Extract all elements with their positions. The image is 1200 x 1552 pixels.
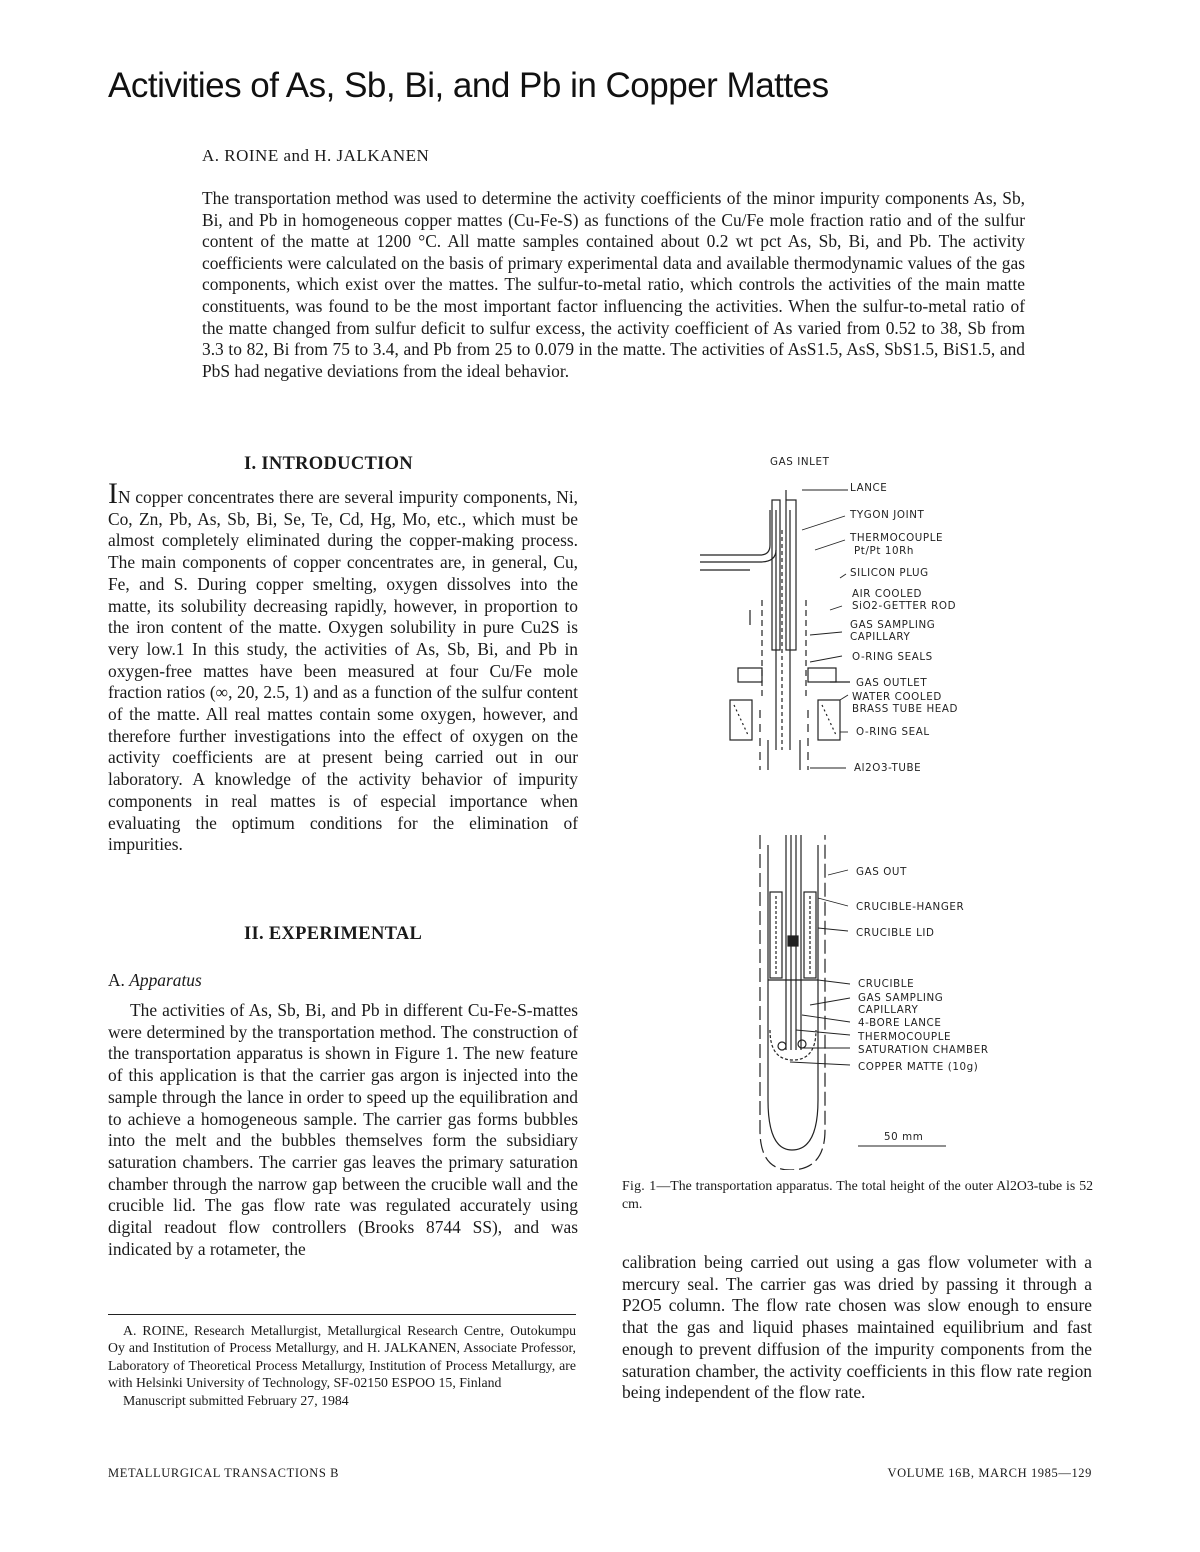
section-heading-experimental: II. EXPERIMENTAL [244, 924, 423, 944]
label-silicon-plug: SILICON PLUG [850, 567, 929, 579]
subsection-title: Apparatus [129, 970, 202, 990]
label-brass-tube-head: BRASS TUBE HEAD [852, 703, 959, 715]
lower-apparatus-drawing [760, 835, 825, 1170]
label-crucible-hanger: CRUCIBLE-HANGER [856, 901, 965, 913]
experimental-column-left [108, 1000, 578, 1260]
footnote-rule [108, 1314, 576, 1315]
label-getter-rod: SiO2-GETTER ROD [852, 600, 957, 612]
page-title: Activities of As, Sb, Bi, and Pb in Copper Mattes [108, 66, 829, 105]
experimental-continuation: calibration being carried out using a gas flow volumeter with a mercury seal. The carrier gas was dried by passing it through a P2O5 column. The flow rate chosen was slow enough to ensure that the gas and liquid phases maintained equilibrium and fast enough to prevent diffusion of the impurity components from the saturation chamber, the activity coefficients in this flow rate region being independent of the flow rate. [622, 1252, 1092, 1403]
label-gas-inlet: GAS INLET [770, 456, 830, 468]
label-saturation-chamber: SATURATION CHAMBER [858, 1044, 989, 1056]
label-crucible: CRUCIBLE [858, 978, 915, 990]
label-gas-sampling-lower: GAS SAMPLING [858, 992, 944, 1004]
abstract: The transportation method was used to determine the activity coefficients of the minor impurity components As, Sb, Bi, and Pb in homogeneous copper mattes (Cu-Fe-S) as functions of the Cu/Fe mole fraction ratio and of the sulfur content of the matte at 1200 °C. All matte samples contained about 0.2 wt pct As, Sb, Bi, and Pb. The activity coefficients were calculated on the basis of primary experimental data and available thermodynamic values of the gas components, which exist over the mattes. The sulfur-to-metal ratio, which controls the activities of the main matte constituents, was found to be the most important factor influencing the activities. When the sulfur-to-metal ratio of the matte changed from sulfur deficit to sulfur excess, the activity coefficient of As varied from 0.52 to 38, Sb from 3.3 to 82, Bi from 75 to 3.4, and Pb from 25 to 0.079 in the matte. The activities of AsS1.5, AsS, SbS1.5, BiS1.5, and PbS had negative deviations from the ideal behavior. [202, 188, 1025, 381]
authors: A. ROINE and H. JALKANEN [202, 146, 430, 165]
figure-caption-label: Fig. 1 [622, 1178, 657, 1193]
subsection-heading-apparatus [108, 970, 202, 991]
label-al2o3-tube: Al2O3-TUBE [854, 762, 922, 774]
experimental-column-right [622, 1252, 1092, 1404]
footnote [108, 1322, 576, 1409]
figure-1-apparatus [690, 450, 1020, 1170]
label-4-bore-lance: 4-BORE LANCE [858, 1017, 942, 1029]
footnote-affiliation: A. ROINE, Research Metallurgist, Metallurgical Research Centre, Outokumpu Oy and Institution of Process Metallurgy, and H. JALKANEN, Associate Professor, Laboratory of Theoretical Process Metallurgy, Institution of Process Metallurgy, are with Helsinki University of Technology, SF-02150 ESPOO 15, Finland [108, 1323, 576, 1391]
section-heading-introduction: I. INTRODUCTION [244, 454, 413, 474]
scale-bar-label: 50 mm [884, 1131, 924, 1143]
label-capillary-lower: CAPILLARY [858, 1004, 919, 1016]
label-capillary: CAPILLARY [850, 631, 911, 643]
label-gas-out: GAS OUT [856, 866, 907, 878]
label-lance: LANCE [850, 482, 888, 494]
label-thermocouple-type: Pt/Pt 10Rh [854, 545, 915, 557]
label-thermocouple: THERMOCOUPLE [850, 532, 944, 544]
label-water-cooled: WATER COOLED [852, 691, 942, 703]
upper-figure-labels [770, 456, 958, 774]
label-gas-sampling: GAS SAMPLING [850, 619, 936, 631]
label-thermocouple-lower: THERMOCOUPLE [858, 1031, 952, 1043]
upper-leader-lines [802, 490, 850, 768]
experimental-paragraph: The activities of As, Sb, Bi, and Pb in different Cu-Fe-S-mattes were determined by the transportation method. The construction of the transportation apparatus is shown in Figure 1. The new feature of this application is that the carrier gas argon is injected into the sample through the lance in order to speed up the equilibration and to achieve a homogeneous sample. The carrier gas forms bubbles into the melt and the bubbles themselves form the subsidiary saturation chambers. The carrier gas leaves the primary saturation chamber through the narrow gap between the crucible wall and the crucible lid. The gas flow rate was regulated accurately using digital readout flow controllers (Brooks 8744 SS), and was indicated by a rotameter, the [108, 1000, 578, 1259]
footer-volume-page: VOLUME 16B, MARCH 1985—129 [887, 1466, 1092, 1480]
label-gas-outlet: GAS OUTLET [856, 677, 928, 689]
label-crucible-lid: CRUCIBLE LID [856, 927, 935, 939]
label-copper-matte: COPPER MATTE (10g) [858, 1061, 979, 1073]
lower-figure-labels [856, 866, 989, 1143]
label-o-ring-seal: O-RING SEAL [856, 726, 930, 738]
upper-apparatus-drawing [700, 490, 850, 770]
drop-cap: I [108, 477, 118, 510]
subsection-number: A. [108, 970, 125, 990]
footnote-submitted: Manuscript submitted February 27, 1984 [123, 1392, 349, 1408]
label-tygon-joint: TYGON JOINT [850, 509, 925, 521]
figure-caption-text: —The transportation apparatus. The total height of the outer Al2O3-tube is 52 cm. [622, 1178, 1093, 1211]
label-air-cooled: AIR COOLED [852, 588, 923, 600]
introduction-paragraph [108, 477, 578, 856]
footer-journal: METALLURGICAL TRANSACTIONS B [108, 1466, 340, 1480]
introduction-text: N copper concentrates there are several impurity components, Ni, Co, Zn, Pb, As, Sb, Bi, Se, Te, Cd, Hg, Mo, etc., which must be almost completely eliminated during the copper-making process. The main components of copper concentrates are, in general, Cu, Fe, and S. During copper smelting, oxygen dissolves into the matte, its solubility decreasing rapidly, however, in proportion to the iron content of the matte. Oxygen solubility in pure Cu2S is very low.1 In this study, the activities of As, Sb, Bi, and Pb in oxygen-free mattes have been measured at four Cu/Fe mole fraction ratios (∞, 20, 2.5, 1) and as a function of the sulfur content of the matte. All real mattes contain some oxygen, however, and therefore further investigations into the effect of oxygen on the activity coefficients are at present being carried out in our laboratory. A knowledge of the activity behavior of impurity components in real mattes is of especial importance when evaluating the optimum conditions for the elimination of impurities. [108, 487, 578, 855]
introduction-column [108, 477, 578, 856]
figure-caption [622, 1177, 1093, 1212]
label-o-ring-seals: O-RING SEALS [852, 651, 933, 663]
